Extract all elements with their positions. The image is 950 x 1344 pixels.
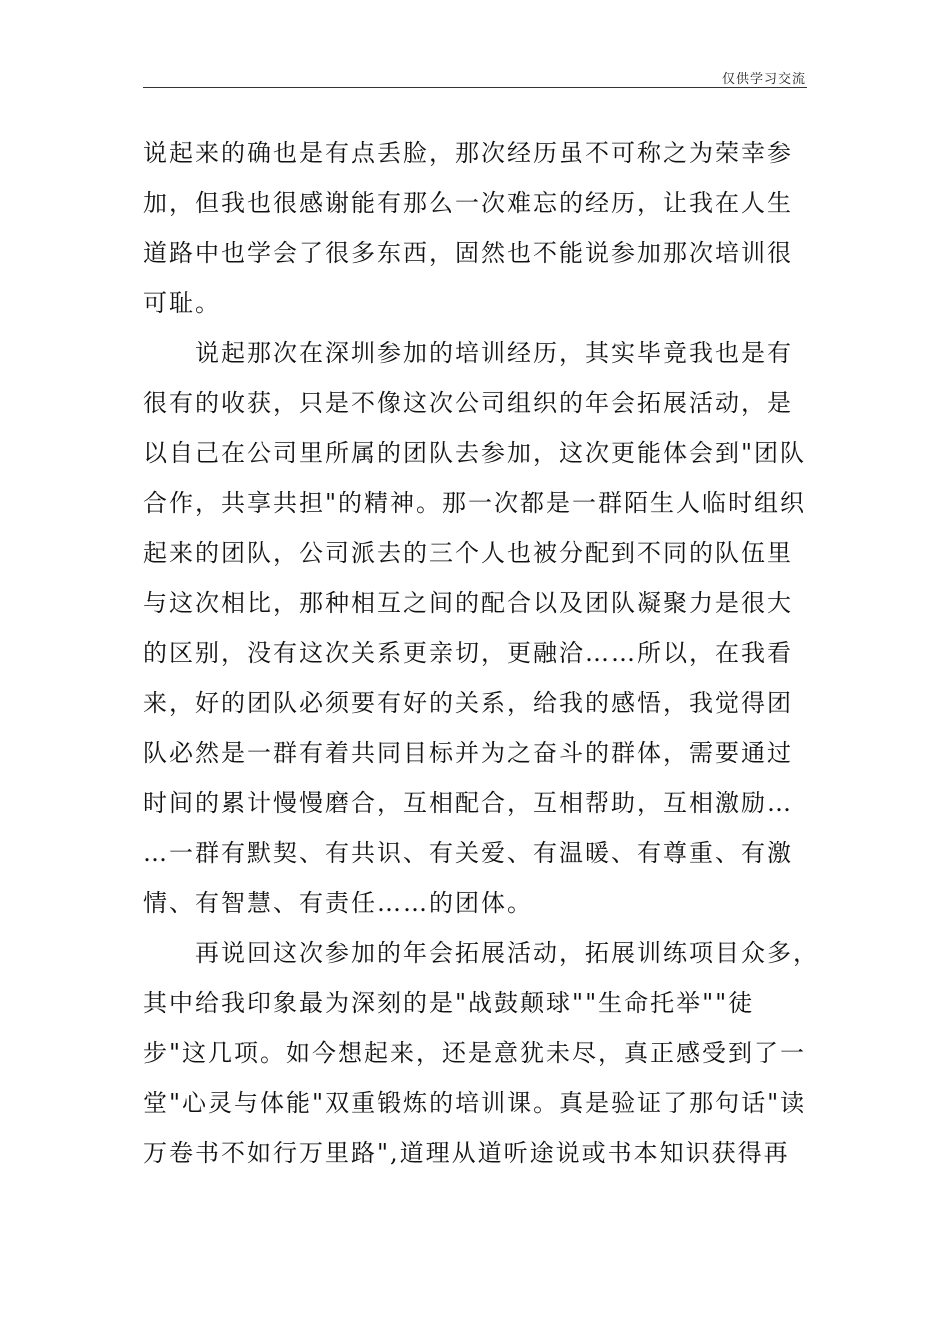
text-line: 合作，共享共担"的精神。那一次都是一群陌生人临时组织 [143, 489, 807, 517]
text-line: 来，好的团队必须要有好的关系，给我的感悟，我觉得团 [143, 689, 793, 717]
text-line: 再说回这次参加的年会拓展活动，拓展训练项目众多， [143, 939, 819, 967]
document-body [143, 128, 819, 1178]
text-line: 时间的累计慢慢磨合，互相配合，互相帮助，互相激励… [143, 789, 793, 817]
text-line: 堂"心灵与体能"双重锻炼的培训课。真是验证了那句话"读 [143, 1089, 807, 1117]
text-line: 其中给我印象最为深刻的是"战鼓颠球""生命托举""徒 [143, 989, 755, 1017]
text-line: 队必然是一群有着共同目标并为之奋斗的群体，需要通过 [143, 739, 793, 767]
text-line: 的区别，没有这次关系更亲切，更融洽……所以，在我看 [143, 639, 793, 667]
text-line: 说起那次在深圳参加的培训经历，其实毕竟我也是有 [143, 339, 793, 367]
text-line: 很有的收获，只是不像这次公司组织的年会拓展活动，是 [143, 389, 793, 417]
text-line: 加，但我也很感谢能有那么一次难忘的经历，让我在人生 [143, 189, 793, 217]
text-line: 情、有智慧、有责任……的团体。 [143, 889, 533, 917]
text-line: 道路中也学会了很多东西，固然也不能说参加那次培训很 [143, 239, 793, 267]
header-divider [143, 87, 807, 88]
text-line: …一群有默契、有共识、有关爱、有温暖、有尊重、有激 [143, 839, 793, 867]
text-line: 以自己在公司里所属的团队去参加，这次更能体会到"团队 [143, 439, 807, 467]
text-line: 步"这几项。如今想起来，还是意犹未尽，真正感受到了一 [143, 1039, 807, 1067]
text-line: 万卷书不如行万里路",道理从道听途说或书本知识获得再 [143, 1139, 790, 1167]
header-label: 仅供学习交流 [721, 72, 806, 87]
text-line: 起来的团队，公司派去的三个人也被分配到不同的队伍里 [143, 539, 793, 567]
text-line: 说起来的确也是有点丢脸，那次经历虽不可称之为荣幸参 [143, 139, 793, 167]
text-line: 与这次相比，那种相互之间的配合以及团队凝聚力是很大 [143, 589, 793, 617]
text-line: 可耻。 [143, 289, 221, 317]
